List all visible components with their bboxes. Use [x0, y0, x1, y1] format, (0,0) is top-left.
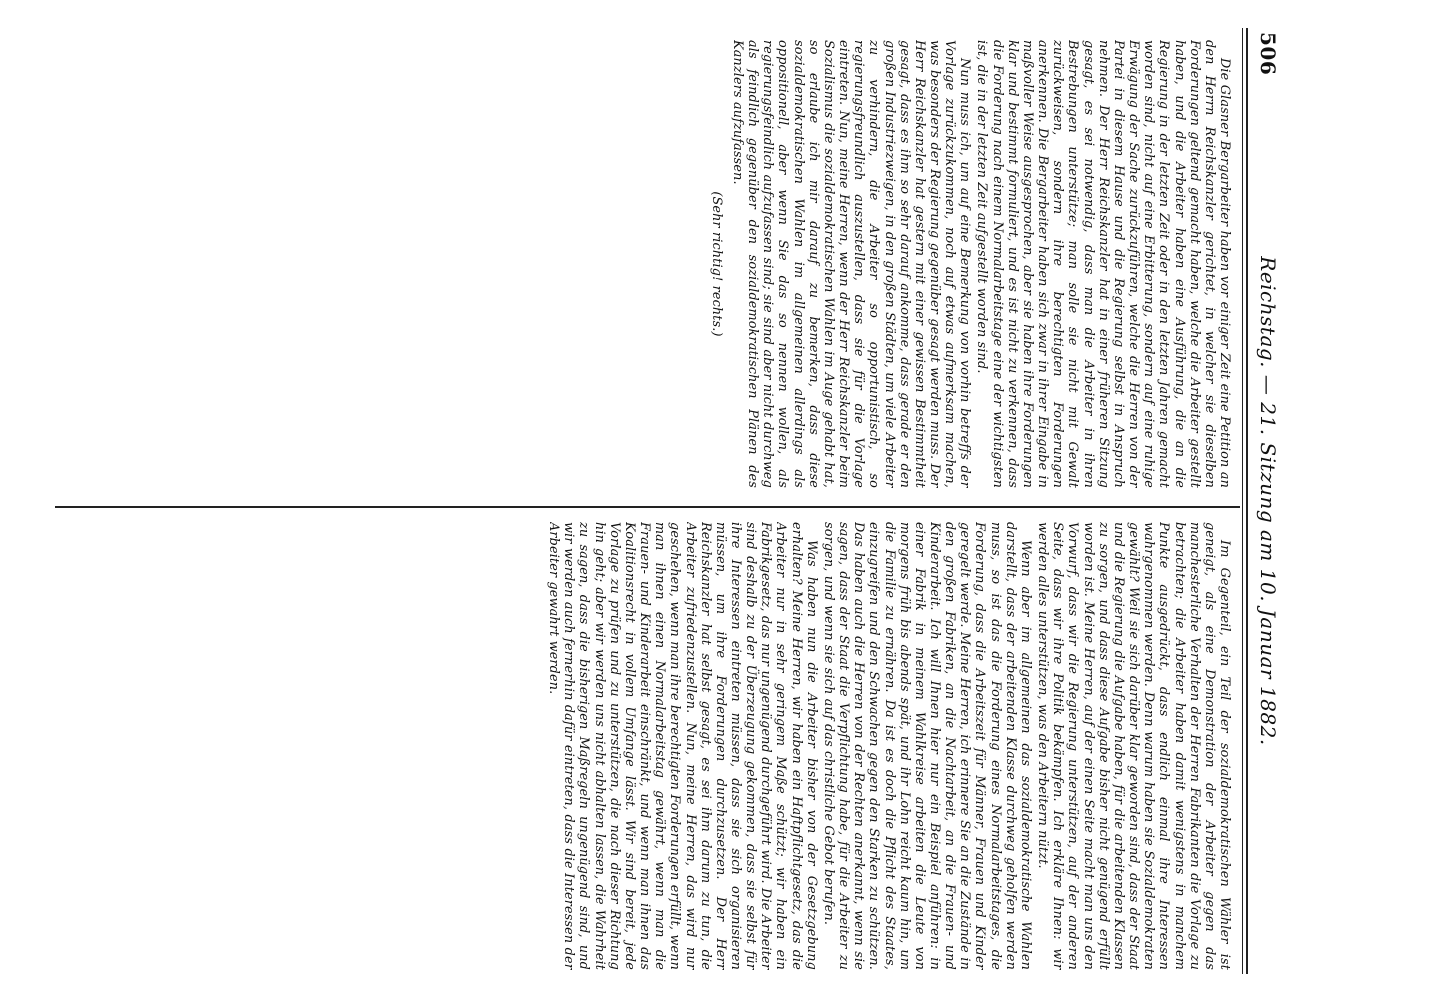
- column-divider: [55, 506, 1240, 508]
- closing-remark: (Sehr richtig! rechts.): [708, 191, 724, 337]
- paragraph: Nun muss ich, um auf eine Bemerkung von vorhin betreffs der Vorlage zurückzukommen, noch auf etwas aufmerksam machen, was besonders der Regierung gegenüber gesagt werden muss. Der Herr Reichskanzler hat gestern mit einer gewissen Bestimmtheit gesagt, dass es ihm so sehr darauf ankomme, dass gerade er den großen Industriezweigen, in den großen Städten, um viele Arbeiter zu verhindern, die Arbeiter so opportunistisch, so regierungsfreundlich auszustellen, dass sie für die Vorlage eintreten. Nun, meine Herren, wenn der Herr Reichskanzler beim Sozialismus die sozialdemokratischen Wahlen im Auge gehabt hat, so erlaube ich mir darauf zu bemerken, dass diese sozialdemokratischen Wahlen im allgemeinen allerdings als oppositionell, aber wenn Sie das so nennen wollen, als regierungsfeindlich aufzufassen sind; sie sind aber nicht durchweg als feindlich gegenüber den sozialdemokratischen Plänen des Kanzlers aufzufassen.: [730, 40, 973, 488]
- paragraph: Im Gegenteil, ein Teil der sozialdemokratischen Wähler ist geneigt, als eine Demonstration der Arbeiter gegen das manchesterliche Verhalten der Herren Fabrikanten die Vorlage zu betrachten; die Arbeiter haben damit wenigstens in manchem Punkte ausgedrückt, dass endlich einmal ihre Interessen wahrgenommen werden. Denn warum haben sie Sozialdemokraten gewählt? Weil sie sich darüber klar geworden sind, dass der Staat und die Regierung die Aufgabe haben, für die arbeitenden Klassen zu sorgen, und dass diese Aufgabe bisher nicht genügend erfüllt worden ist. Meine Herren, auf der einen Seite macht man uns den Vorwurf, dass wir die Regierung unterstützen, auf der anderen Seite, dass wir ihre Politik bekämpfen. Ich erkläre Ihnen: wir werden alles unterstützen, was den Arbeitern nützt.: [1035, 522, 1232, 970]
- paragraph: Was haben nun die Arbeiter bisher von der Gesetzgebung erhalten? Meine Herren, wir haben ein Haftpflichtgesetz, das die Arbeiter nur in sehr geringem Maße schützt; wir haben ein Fabrikgesetz, das nur ungenügend durchgeführt wird. Die Arbeiter sind deshalb zu der Überzeugung gekommen, dass sie selbst für ihre Interessen eintreten müssen, dass sie sich organisieren müssen, um ihre Forderungen durchzusetzen. Der Herr Reichskanzler hat selbst gesagt, es sei ihm darum zu tun, die Arbeiter zufriedenzustellen. Nun, meine Herren, das wird nur geschehen, wenn man ihre berechtigten Forderungen erfüllt, wenn man ihnen einen Normalarbeitstag gewährt, wenn man die Frauen- und Kinderarbeit einschränkt, und wenn man ihnen das Koalitionsrecht in vollem Umfange lässt. Wir sind bereit, jede Vorlage zu prüfen und zu unterstützen, die nach dieser Richtung hin geht; aber wir werden uns nicht abhalten lassen, die Wahrheit zu sagen, dass die bisherigen Maßregeln ungenügend sind, und wir werden auch fernerhin dafür eintreten, dass die Interessen der Arbeiter gewahrt werden.: [546, 522, 819, 970]
- paragraph: Wenn aber im allgemeinen das sozialdemokratische Wahlen darstellt, dass der arbeitenden Klasse durchweg geholfen werden muss, so ist das die Forderung eines Normalarbeitstages, die Forderung, dass die Arbeitszeit für Männer, Frauen und Kinder geregelt werde. Meine Herren, ich erinnere Sie an die Zustände in den großen Fabriken, an die Nachtarbeit, an die Frauen- und Kinderarbeit. Ich will Ihnen hier nur ein Beispiel anführen: in einer Fabrik in meinem Wahlkreise arbeiten die Leute von morgens früh bis abends spät, und ihr Lohn reicht kaum hin, um die Familie zu ernähren. Da ist es doch die Pflicht des Staates, einzugreifen und den Schwachen gegen den Starken zu schützen. Das haben auch die Herren von der Rechten anerkannt, wenn sie sagen, dass der Staat die Verpflichtung habe, für die Arbeiter zu sorgen, und wenn sie sich auf das christliche Gebot berufen.: [820, 522, 1033, 970]
- running-title: Reichstag. — 21. Sitzung am 10. Januar 1882.: [1256, 256, 1280, 746]
- right-column: [52, 522, 1232, 970]
- page-number: 506: [1256, 32, 1280, 76]
- header-rule: [1246, 28, 1248, 974]
- left-column: [52, 40, 1232, 488]
- page-header: [1254, 32, 1280, 970]
- paragraph: Die Glasner Bergarbeiter haben vor einiger Zeit eine Petition an den Herrn Reichskanzler gerichtet, in welcher sie dieselben Forderungen geltend gemacht haben, welche die Arbeiter gestellt haben, und die Arbeiter haben eine Ausführung, die an die Regierung in der letzten Zeit oder in den letzten Jahren gemacht worden sind, nicht auf eine Erbitterung, sondern auf eine ruhige Erwägung der Sache zurückzuführen, welche die Herren von der Partei in diesem Hause und die Regierung selbst in Anspruch nehmen. Der Herr Reichskanzler hat in einer früheren Sitzung gesagt, es sei notwendig, dass man die Arbeiter in ihren Bestrebungen unterstütze; man solle sie nicht mit Gewalt zurückweisen, sondern ihre berechtigten Forderungen anerkennen. Die Bergarbeiter haben sich zwar in ihrer Eingabe in maßvoller Weise ausgesprochen, aber sie haben ihre Forderungen klar und bestimmt formuliert, und es ist nicht zu verkennen, dass die Forderung nach einem Normalarbeitstage eine der wichtigsten ist, die in der letzten Zeit aufgestellt worden sind.: [974, 40, 1232, 488]
- header-rule-thin: [1242, 28, 1243, 974]
